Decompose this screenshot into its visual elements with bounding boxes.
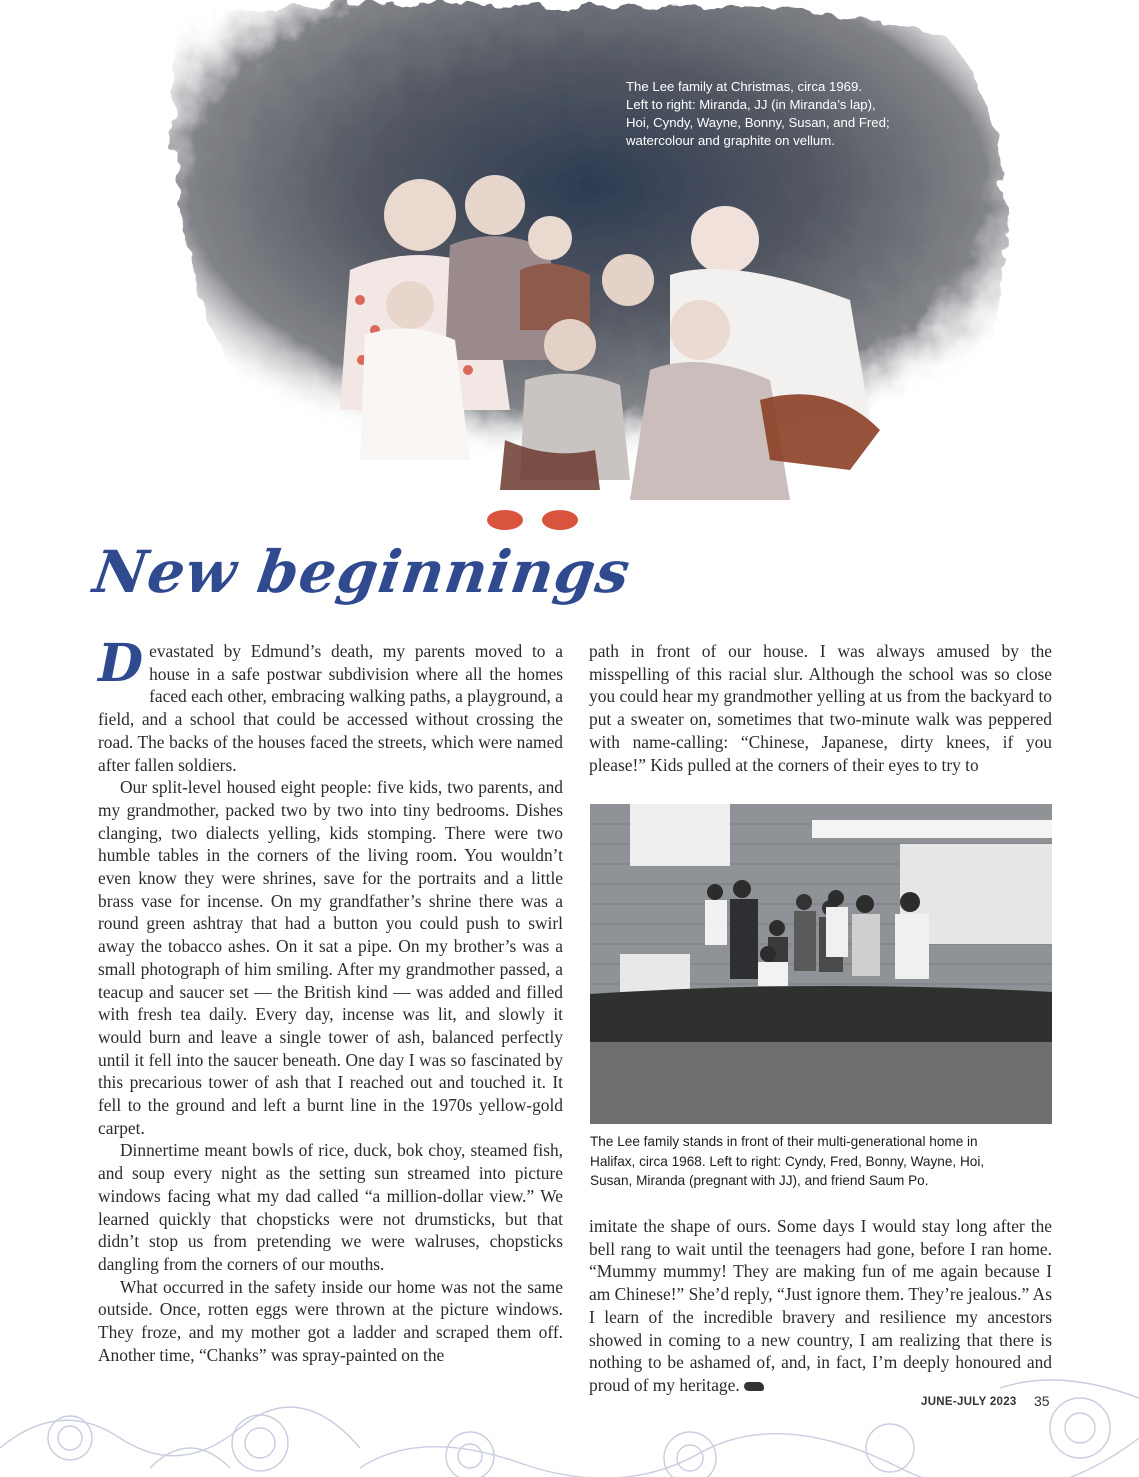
illustration-caption (626, 78, 926, 150)
caption-line: Left to right: Miranda, JJ (in Miranda’s lap), (626, 97, 876, 112)
caption-line: Susan, Miranda (pregnant with JJ), and friend Saum Po. (590, 1173, 929, 1188)
issue-date: JUNE-JULY 2023 (921, 1396, 1017, 1408)
figure-wayne (544, 319, 596, 371)
photo-caption (590, 1132, 1060, 1191)
lawn (590, 1042, 1052, 1124)
caption-line: Halifax, circa 1968. Left to right: Cyndy, Fred, Bonny, Wayne, Hoi, (590, 1153, 985, 1169)
figure-fred (691, 206, 759, 274)
floral-footer-ornament (0, 1368, 1139, 1477)
article-paragraph: Dinnertime meant bowls of rice, duck, bok choy, steamed fish, and soup every night as the setting sun streamed into picture windows facing what my dad called “a million-dollar view.” We learned quickly that chopsticks were not drumsticks, but that didn’t stop us from pretending we were walruses, chopsticks dangling from the corners of our mouths. (98, 1140, 563, 1274)
article-column-left (98, 633, 563, 1367)
article-paragraph: path in front of our house. I was always amused by the misspelling of this racial slur. Although the school was so close you could hear my grandmother yelling at us from the backyard to put a sweater on, sometimes that two-minute walk was peppered with name-calling: “Chinese, Japanese, dirty knees, if you please!” Kids pulled at the corners of their eyes to try to (589, 641, 1052, 775)
figure-cyndy (528, 216, 572, 260)
article-headline: New beginnings (89, 538, 635, 606)
article-column-right-top (589, 640, 1052, 776)
article-paragraph: Our split-level housed eight people: five kids, two parents, and my grandmother, packed two by two into tiny bedrooms. Dishes clanging, two dialects yelling, kids stomping. There were two humble tables in the corners of the living room. You wouldn’t even know they were shrines, save for the portraits and a little brass vase for incense. On my grandfather’s shrine there was a round green ashtray that had a button you could push to swirl away the tobacco ashes. On it sat a pipe. On my brother’s was a small photograph of him smiling. After my grandmother passed, a teacup and saucer set — the British kind — was added and filled with fresh tea daily. Every day, incense was lit, and slowly it would burn and leave a single tower of ash, balanced perfectly until it fell into the saucer beneath. One day I was so fascinated by this precarious tower of ash that I reached out and touched it. It fell to the ground and left a burnt line in the 1970s yellow-gold carpet. (98, 777, 563, 1138)
caption-line: The Lee family stands in front of their multi-generational home in (590, 1134, 978, 1149)
caption-line: watercolour and graphite on vellum. (626, 133, 835, 148)
article-paragraph (98, 633, 563, 776)
hedge (590, 986, 1052, 1042)
figure-susan (670, 300, 730, 360)
caption-line: The Lee family at Christmas, circa 1969. (626, 79, 863, 94)
drop-cap: D (98, 633, 144, 694)
figure-miranda (384, 179, 456, 251)
figure-hoi (465, 175, 525, 235)
page-number: 35 (1034, 1393, 1050, 1409)
family-house-photograph (590, 804, 1052, 1124)
lower-window (620, 954, 690, 994)
caption-line: Hoi, Cyndy, Wayne, Bonny, Susan, and Fred; (626, 115, 890, 130)
upper-window (630, 804, 730, 866)
paragraph-text: evastated by Edmund’s death, my parents moved to a house in a safe postwar subdivision where all the homes faced each other, embracing walking paths, a playground, a field, and a school that could be accessed without crossing the road. The backs of the houses faced the streets, which were named after fallen soldiers. (98, 641, 563, 775)
article-paragraph: What occurred in the safety inside our home was not the same outside. Once, rotten eggs were thrown at the picture windows. They froze, and my mother got a ladder and scraped them off. Another time, “Chanks” was spray-painted on the (98, 1276, 563, 1365)
paragraph-text: imitate the shape of ours. Some days I would stay long after the bell rang to wait until the teenagers had gone, before I ran home. “Mummy mummy! They are making fun of me again because I am Chinese!” She’d reply, “Just ignore them. They’re jealous.” As I learn of the incredible bravery and resilience my ancestors showed in coming to a new country, I am realizing that there is nothing to be ashamed of, and, in fact, I’m deeply honoured and proud of my heritage. (589, 1216, 1052, 1395)
figure-bonny (602, 254, 654, 306)
figure-jj (386, 281, 434, 329)
